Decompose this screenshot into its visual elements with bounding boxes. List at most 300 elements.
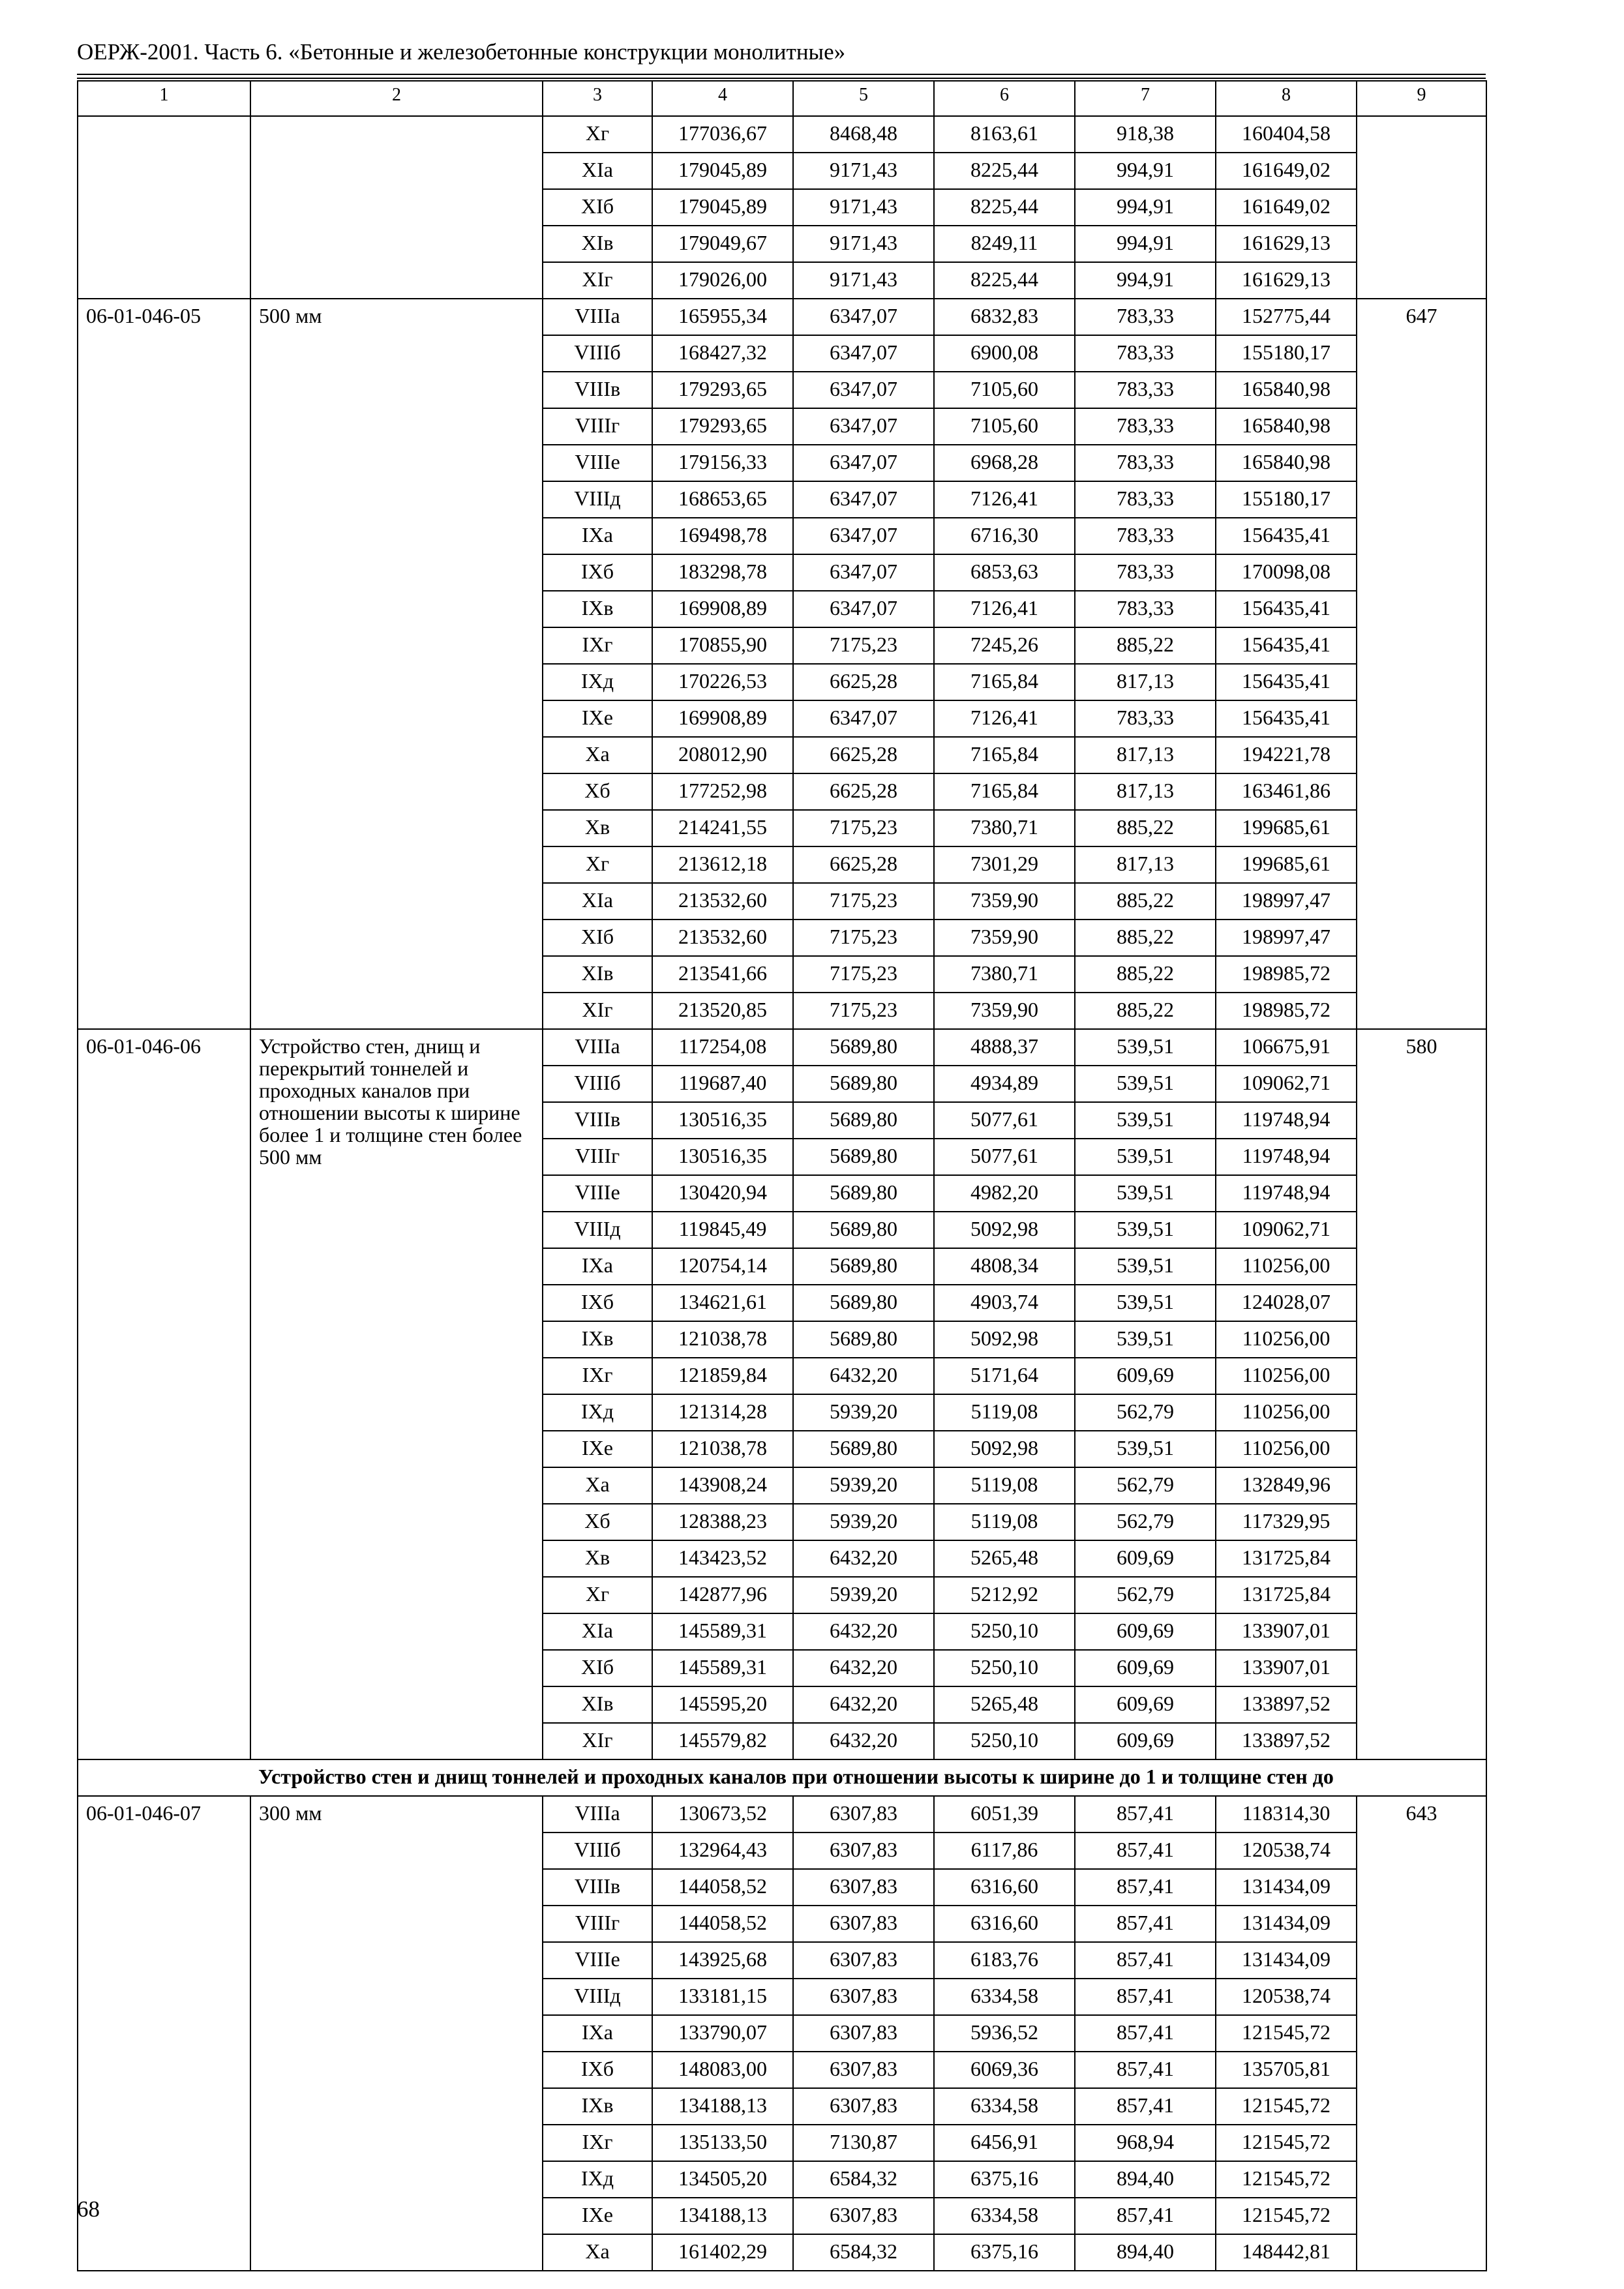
total-cost-cell: 130516,35 — [652, 1102, 793, 1139]
zone-code-cell: Xг — [543, 846, 652, 883]
total-cost-cell: 213532,60 — [652, 920, 793, 956]
wages-cell: 7175,23 — [793, 993, 934, 1029]
materials-cost-cell: 160404,58 — [1216, 116, 1357, 153]
wages-cell: 6307,83 — [793, 1796, 934, 1833]
materials-cost-cell: 121545,72 — [1216, 2198, 1357, 2234]
materials-cost-cell: 117329,95 — [1216, 1504, 1357, 1540]
wages-cell: 5689,80 — [793, 1139, 934, 1175]
materials-cost-cell: 198997,47 — [1216, 920, 1357, 956]
zone-code-cell: IXд — [543, 664, 652, 700]
materials-cost-cell: 155180,17 — [1216, 481, 1357, 518]
total-cost-cell: 170226,53 — [652, 664, 793, 700]
machine-cost-cell: 7301,29 — [934, 846, 1075, 883]
machine-cost-cell: 4934,89 — [934, 1066, 1075, 1102]
machinist-wages-cell: 857,41 — [1075, 1869, 1216, 1906]
machinist-wages-cell: 539,51 — [1075, 1321, 1216, 1358]
wages-cell: 6625,28 — [793, 737, 934, 773]
column-header: 9 — [1357, 81, 1486, 116]
machinist-wages-cell: 539,51 — [1075, 1066, 1216, 1102]
zone-code-cell: XIг — [543, 262, 652, 299]
total-cost-cell: 133181,15 — [652, 1979, 793, 2015]
wages-cell: 6347,07 — [793, 481, 934, 518]
wages-cell: 5689,80 — [793, 1248, 934, 1285]
materials-cost-cell: 131434,09 — [1216, 1906, 1357, 1942]
machinist-wages-cell: 994,91 — [1075, 153, 1216, 189]
machinist-wages-cell: 817,13 — [1075, 737, 1216, 773]
machine-cost-cell: 8249,11 — [934, 226, 1075, 262]
machine-cost-cell: 7105,60 — [934, 408, 1075, 445]
machine-cost-cell: 5119,08 — [934, 1467, 1075, 1504]
zone-code-cell: VIIIг — [543, 408, 652, 445]
wages-cell: 6584,32 — [793, 2161, 934, 2198]
zone-code-cell: XIв — [543, 956, 652, 993]
total-cost-cell: 133790,07 — [652, 2015, 793, 2052]
zone-code-cell: Xг — [543, 1577, 652, 1613]
total-cost-cell: 143423,52 — [652, 1540, 793, 1577]
machinist-wages-cell: 857,41 — [1075, 1833, 1216, 1869]
column-header: 5 — [793, 81, 934, 116]
item-name: 500 мм — [250, 299, 543, 1029]
item-name — [250, 116, 543, 299]
wages-cell: 6625,28 — [793, 846, 934, 883]
wages-cell: 6347,07 — [793, 445, 934, 481]
wages-cell: 6347,07 — [793, 299, 934, 335]
total-cost-cell: 119845,49 — [652, 1212, 793, 1248]
labor-cost-cell — [1357, 116, 1486, 299]
total-cost-cell: 143925,68 — [652, 1942, 793, 1979]
wages-cell: 9171,43 — [793, 226, 934, 262]
zone-code-cell: VIIIа — [543, 299, 652, 335]
wages-cell: 6307,83 — [793, 1906, 934, 1942]
total-cost-cell: 177252,98 — [652, 773, 793, 810]
materials-cost-cell: 155180,17 — [1216, 335, 1357, 372]
materials-cost-cell: 121545,72 — [1216, 2088, 1357, 2125]
machine-cost-cell: 6051,39 — [934, 1796, 1075, 1833]
zone-code-cell: IXд — [543, 1394, 652, 1431]
total-cost-cell: 144058,52 — [652, 1869, 793, 1906]
zone-code-cell: IXв — [543, 2088, 652, 2125]
item-code: 06-01-046-05 — [78, 299, 250, 1029]
total-cost-cell: 134505,20 — [652, 2161, 793, 2198]
machine-cost-cell: 4982,20 — [934, 1175, 1075, 1212]
materials-cost-cell: 131725,84 — [1216, 1577, 1357, 1613]
total-cost-cell: 145589,31 — [652, 1613, 793, 1650]
column-number-row — [78, 81, 1486, 116]
zone-code-cell: VIIIд — [543, 481, 652, 518]
materials-cost-cell: 133897,52 — [1216, 1686, 1357, 1723]
machinist-wages-cell: 894,40 — [1075, 2161, 1216, 2198]
wages-cell: 6432,20 — [793, 1358, 934, 1394]
machinist-wages-cell: 539,51 — [1075, 1285, 1216, 1321]
total-cost-cell: 130516,35 — [652, 1139, 793, 1175]
materials-cost-cell: 109062,71 — [1216, 1212, 1357, 1248]
zone-code-cell: Xв — [543, 810, 652, 846]
machinist-wages-cell: 857,41 — [1075, 2088, 1216, 2125]
materials-cost-cell: 118314,30 — [1216, 1796, 1357, 1833]
section-heading-row — [78, 1759, 1486, 1796]
machinist-wages-cell: 968,94 — [1075, 2125, 1216, 2161]
page-number: 68 — [77, 2196, 100, 2222]
machine-cost-cell: 8163,61 — [934, 116, 1075, 153]
total-cost-cell: 130420,94 — [652, 1175, 793, 1212]
machine-cost-cell: 5077,61 — [934, 1102, 1075, 1139]
machinist-wages-cell: 539,51 — [1075, 1212, 1216, 1248]
wages-cell: 5689,80 — [793, 1212, 934, 1248]
machine-cost-cell: 6853,63 — [934, 554, 1075, 591]
total-cost-cell: 165955,34 — [652, 299, 793, 335]
page-header: ОЕРЖ-2001. Часть 6. «Бетонные и железобетонные конструкции монолитные» — [77, 39, 846, 65]
item-code: 06-01-046-06 — [78, 1029, 250, 1759]
machinist-wages-cell: 609,69 — [1075, 1358, 1216, 1394]
zone-code-cell: VIIIе — [543, 1942, 652, 1979]
wages-cell: 6432,20 — [793, 1613, 934, 1650]
machinist-wages-cell: 885,22 — [1075, 627, 1216, 664]
zone-code-cell: XIв — [543, 1686, 652, 1723]
machinist-wages-cell: 539,51 — [1075, 1139, 1216, 1175]
header-rule-secondary — [77, 78, 1486, 79]
materials-cost-cell: 198985,72 — [1216, 956, 1357, 993]
materials-cost-cell: 106675,91 — [1216, 1029, 1357, 1066]
total-cost-cell: 148083,00 — [652, 2052, 793, 2088]
machinist-wages-cell: 885,22 — [1075, 883, 1216, 920]
total-cost-cell: 168653,65 — [652, 481, 793, 518]
total-cost-cell: 179049,67 — [652, 226, 793, 262]
machinist-wages-cell: 857,41 — [1075, 1796, 1216, 1833]
zone-code-cell: Xб — [543, 773, 652, 810]
materials-cost-cell: 148442,81 — [1216, 2234, 1357, 2271]
total-cost-cell: 142877,96 — [652, 1577, 793, 1613]
zone-code-cell: Xа — [543, 737, 652, 773]
zone-code-cell: VIIIа — [543, 1796, 652, 1833]
wages-cell: 5939,20 — [793, 1504, 934, 1540]
machinist-wages-cell: 885,22 — [1075, 810, 1216, 846]
wages-cell: 5689,80 — [793, 1102, 934, 1139]
total-cost-cell: 179045,89 — [652, 189, 793, 226]
zone-code-cell: VIIIв — [543, 372, 652, 408]
column-header: 2 — [250, 81, 543, 116]
wages-cell: 6584,32 — [793, 2234, 934, 2271]
total-cost-cell: 121859,84 — [652, 1358, 793, 1394]
machinist-wages-cell: 783,33 — [1075, 372, 1216, 408]
total-cost-cell: 179293,65 — [652, 408, 793, 445]
machine-cost-cell: 6316,60 — [934, 1869, 1075, 1906]
machinist-wages-cell: 609,69 — [1075, 1540, 1216, 1577]
materials-cost-cell: 133897,52 — [1216, 1723, 1357, 1759]
machinist-wages-cell: 857,41 — [1075, 2198, 1216, 2234]
price-table — [77, 80, 1487, 2271]
total-cost-cell: 208012,90 — [652, 737, 793, 773]
materials-cost-cell: 110256,00 — [1216, 1358, 1357, 1394]
machine-cost-cell: 7126,41 — [934, 481, 1075, 518]
machine-cost-cell: 6832,83 — [934, 299, 1075, 335]
wages-cell: 6347,07 — [793, 518, 934, 554]
machinist-wages-cell: 783,33 — [1075, 700, 1216, 737]
section-heading-spacer — [78, 1759, 250, 1796]
zone-code-cell: XIб — [543, 1650, 652, 1686]
machine-cost-cell: 5092,98 — [934, 1212, 1075, 1248]
total-cost-cell: 161402,29 — [652, 2234, 793, 2271]
wages-cell: 6307,83 — [793, 2052, 934, 2088]
zone-code-cell: XIг — [543, 1723, 652, 1759]
machinist-wages-cell: 783,33 — [1075, 481, 1216, 518]
materials-cost-cell: 156435,41 — [1216, 591, 1357, 627]
machine-cost-cell: 6968,28 — [934, 445, 1075, 481]
materials-cost-cell: 121545,72 — [1216, 2015, 1357, 2052]
zone-code-cell: IXб — [543, 1285, 652, 1321]
wages-cell: 7175,23 — [793, 810, 934, 846]
item-code — [78, 116, 250, 299]
wages-cell: 6347,07 — [793, 700, 934, 737]
zone-code-cell: XIб — [543, 920, 652, 956]
wages-cell: 6432,20 — [793, 1650, 934, 1686]
materials-cost-cell: 161629,13 — [1216, 226, 1357, 262]
item-name: 300 мм — [250, 1796, 543, 2271]
zone-code-cell: Xа — [543, 2234, 652, 2271]
total-cost-cell: 128388,23 — [652, 1504, 793, 1540]
wages-cell: 5689,80 — [793, 1066, 934, 1102]
wages-cell: 6307,83 — [793, 1942, 934, 1979]
machinist-wages-cell: 609,69 — [1075, 1613, 1216, 1650]
machine-cost-cell: 5250,10 — [934, 1650, 1075, 1686]
table-body — [78, 116, 1486, 2271]
zone-code-cell: VIIIб — [543, 1066, 652, 1102]
materials-cost-cell: 199685,61 — [1216, 810, 1357, 846]
item-name: Устройство стен, днищ и перекрытий тоннелей и проходных каналов при отношении высоты к ширине более 1 и толщине стен более 500 мм — [250, 1029, 543, 1759]
materials-cost-cell: 198997,47 — [1216, 883, 1357, 920]
machine-cost-cell: 5092,98 — [934, 1431, 1075, 1467]
materials-cost-cell: 133907,01 — [1216, 1613, 1357, 1650]
materials-cost-cell: 152775,44 — [1216, 299, 1357, 335]
machine-cost-cell: 4903,74 — [934, 1285, 1075, 1321]
zone-code-cell: XIб — [543, 189, 652, 226]
total-cost-cell: 134188,13 — [652, 2088, 793, 2125]
machinist-wages-cell: 857,41 — [1075, 2015, 1216, 2052]
machine-cost-cell: 7165,84 — [934, 664, 1075, 700]
machine-cost-cell: 6334,58 — [934, 2198, 1075, 2234]
zone-code-cell: IXа — [543, 2015, 652, 2052]
zone-code-cell: VIIIг — [543, 1139, 652, 1175]
machine-cost-cell: 7165,84 — [934, 737, 1075, 773]
materials-cost-cell: 120538,74 — [1216, 1833, 1357, 1869]
labor-cost-cell: 580 — [1357, 1029, 1486, 1759]
column-header: 6 — [934, 81, 1075, 116]
materials-cost-cell: 119748,94 — [1216, 1139, 1357, 1175]
machine-cost-cell: 5171,64 — [934, 1358, 1075, 1394]
zone-code-cell: IXе — [543, 2198, 652, 2234]
wages-cell: 5689,80 — [793, 1175, 934, 1212]
machinist-wages-cell: 783,33 — [1075, 299, 1216, 335]
materials-cost-cell: 163461,86 — [1216, 773, 1357, 810]
machine-cost-cell: 4808,34 — [934, 1248, 1075, 1285]
wages-cell: 6307,83 — [793, 2015, 934, 2052]
wages-cell: 8468,48 — [793, 116, 934, 153]
total-cost-cell: 179293,65 — [652, 372, 793, 408]
zone-code-cell: VIIIе — [543, 1175, 652, 1212]
wages-cell: 6625,28 — [793, 773, 934, 810]
total-cost-cell: 117254,08 — [652, 1029, 793, 1066]
wages-cell: 7175,23 — [793, 956, 934, 993]
materials-cost-cell: 198985,72 — [1216, 993, 1357, 1029]
zone-code-cell: VIIIв — [543, 1102, 652, 1139]
zone-code-cell: VIIIе — [543, 445, 652, 481]
wages-cell: 5689,80 — [793, 1321, 934, 1358]
machine-cost-cell: 6375,16 — [934, 2161, 1075, 2198]
machinist-wages-cell: 609,69 — [1075, 1723, 1216, 1759]
total-cost-cell: 213532,60 — [652, 883, 793, 920]
machine-cost-cell: 6183,76 — [934, 1942, 1075, 1979]
wages-cell: 6347,07 — [793, 335, 934, 372]
table-row — [78, 1029, 1486, 1066]
total-cost-cell: 183298,78 — [652, 554, 793, 591]
machinist-wages-cell: 885,22 — [1075, 956, 1216, 993]
total-cost-cell: 179045,89 — [652, 153, 793, 189]
total-cost-cell: 168427,32 — [652, 335, 793, 372]
total-cost-cell: 135133,50 — [652, 2125, 793, 2161]
machine-cost-cell: 6334,58 — [934, 2088, 1075, 2125]
total-cost-cell: 145579,82 — [652, 1723, 793, 1759]
machinist-wages-cell: 562,79 — [1075, 1504, 1216, 1540]
total-cost-cell: 121038,78 — [652, 1431, 793, 1467]
machine-cost-cell: 5250,10 — [934, 1723, 1075, 1759]
machine-cost-cell: 5265,48 — [934, 1540, 1075, 1577]
column-header: 1 — [78, 81, 250, 116]
materials-cost-cell: 156435,41 — [1216, 700, 1357, 737]
machine-cost-cell: 6375,16 — [934, 2234, 1075, 2271]
zone-code-cell: VIIIг — [543, 1906, 652, 1942]
zone-code-cell: Xв — [543, 1540, 652, 1577]
wages-cell: 5689,80 — [793, 1285, 934, 1321]
machinist-wages-cell: 562,79 — [1075, 1467, 1216, 1504]
machine-cost-cell: 7126,41 — [934, 700, 1075, 737]
materials-cost-cell: 199685,61 — [1216, 846, 1357, 883]
section-heading: Устройство стен и днищ тоннелей и проходных каналов при отношении высоты к ширине до 1 и толщине стен до — [250, 1759, 1486, 1796]
wages-cell: 6307,83 — [793, 2198, 934, 2234]
wages-cell: 6307,83 — [793, 1833, 934, 1869]
column-header: 7 — [1075, 81, 1216, 116]
price-table-container — [77, 80, 1486, 2271]
materials-cost-cell: 110256,00 — [1216, 1394, 1357, 1431]
zone-code-cell: XIа — [543, 1613, 652, 1650]
labor-cost-cell: 647 — [1357, 299, 1486, 1029]
zone-code-cell: Xб — [543, 1504, 652, 1540]
wages-cell: 5939,20 — [793, 1467, 934, 1504]
wages-cell: 9171,43 — [793, 189, 934, 226]
materials-cost-cell: 121545,72 — [1216, 2125, 1357, 2161]
machinist-wages-cell: 783,33 — [1075, 335, 1216, 372]
header-rule — [77, 74, 1486, 75]
total-cost-cell: 120754,14 — [652, 1248, 793, 1285]
zone-code-cell: VIIIд — [543, 1979, 652, 2015]
zone-code-cell: IXг — [543, 1358, 652, 1394]
machinist-wages-cell: 918,38 — [1075, 116, 1216, 153]
zone-code-cell: IXа — [543, 518, 652, 554]
machine-cost-cell: 5936,52 — [934, 2015, 1075, 2052]
wages-cell: 9171,43 — [793, 262, 934, 299]
zone-code-cell: IXв — [543, 591, 652, 627]
machine-cost-cell: 8225,44 — [934, 153, 1075, 189]
wages-cell: 7130,87 — [793, 2125, 934, 2161]
total-cost-cell: 145595,20 — [652, 1686, 793, 1723]
materials-cost-cell: 119748,94 — [1216, 1175, 1357, 1212]
machinist-wages-cell: 783,33 — [1075, 408, 1216, 445]
materials-cost-cell: 110256,00 — [1216, 1431, 1357, 1467]
wages-cell: 6307,83 — [793, 1869, 934, 1906]
total-cost-cell: 132964,43 — [652, 1833, 793, 1869]
wages-cell: 6347,07 — [793, 554, 934, 591]
zone-code-cell: VIIIб — [543, 335, 652, 372]
wages-cell: 7175,23 — [793, 883, 934, 920]
materials-cost-cell: 170098,08 — [1216, 554, 1357, 591]
machinist-wages-cell: 783,33 — [1075, 518, 1216, 554]
machinist-wages-cell: 885,22 — [1075, 993, 1216, 1029]
materials-cost-cell: 165840,98 — [1216, 445, 1357, 481]
total-cost-cell: 213612,18 — [652, 846, 793, 883]
total-cost-cell: 169498,78 — [652, 518, 793, 554]
total-cost-cell: 119687,40 — [652, 1066, 793, 1102]
wages-cell: 9171,43 — [793, 153, 934, 189]
machinist-wages-cell: 817,13 — [1075, 773, 1216, 810]
machine-cost-cell: 7165,84 — [934, 773, 1075, 810]
machinist-wages-cell: 562,79 — [1075, 1394, 1216, 1431]
machinist-wages-cell: 609,69 — [1075, 1686, 1216, 1723]
materials-cost-cell: 194221,78 — [1216, 737, 1357, 773]
wages-cell: 6347,07 — [793, 408, 934, 445]
machinist-wages-cell: 894,40 — [1075, 2234, 1216, 2271]
materials-cost-cell: 161629,13 — [1216, 262, 1357, 299]
total-cost-cell: 169908,89 — [652, 700, 793, 737]
materials-cost-cell: 131725,84 — [1216, 1540, 1357, 1577]
wages-cell: 5689,80 — [793, 1431, 934, 1467]
zone-code-cell: IXг — [543, 2125, 652, 2161]
wages-cell: 7175,23 — [793, 627, 934, 664]
machinist-wages-cell: 539,51 — [1075, 1175, 1216, 1212]
total-cost-cell: 214241,55 — [652, 810, 793, 846]
zone-code-cell: IXе — [543, 1431, 652, 1467]
materials-cost-cell: 131434,09 — [1216, 1869, 1357, 1906]
materials-cost-cell: 133907,01 — [1216, 1650, 1357, 1686]
materials-cost-cell: 156435,41 — [1216, 518, 1357, 554]
materials-cost-cell: 161649,02 — [1216, 153, 1357, 189]
zone-code-cell: IXа — [543, 1248, 652, 1285]
wages-cell: 6432,20 — [793, 1723, 934, 1759]
materials-cost-cell: 156435,41 — [1216, 627, 1357, 664]
wages-cell: 6432,20 — [793, 1540, 934, 1577]
wages-cell: 6307,83 — [793, 2088, 934, 2125]
materials-cost-cell: 120538,74 — [1216, 1979, 1357, 2015]
machine-cost-cell: 7245,26 — [934, 627, 1075, 664]
materials-cost-cell: 132849,96 — [1216, 1467, 1357, 1504]
column-header: 4 — [652, 81, 793, 116]
wages-cell: 5939,20 — [793, 1394, 934, 1431]
machinist-wages-cell: 857,41 — [1075, 1942, 1216, 1979]
materials-cost-cell: 135705,81 — [1216, 2052, 1357, 2088]
zone-code-cell: Xг — [543, 116, 652, 153]
zone-code-cell: IXб — [543, 554, 652, 591]
wages-cell: 6347,07 — [793, 591, 934, 627]
materials-cost-cell: 165840,98 — [1216, 372, 1357, 408]
total-cost-cell: 143908,24 — [652, 1467, 793, 1504]
materials-cost-cell: 109062,71 — [1216, 1066, 1357, 1102]
machine-cost-cell: 7359,90 — [934, 883, 1075, 920]
machinist-wages-cell: 539,51 — [1075, 1248, 1216, 1285]
machinist-wages-cell: 783,33 — [1075, 445, 1216, 481]
machinist-wages-cell: 994,91 — [1075, 226, 1216, 262]
machine-cost-cell: 6456,91 — [934, 2125, 1075, 2161]
materials-cost-cell: 110256,00 — [1216, 1248, 1357, 1285]
total-cost-cell: 213541,66 — [652, 956, 793, 993]
machinist-wages-cell: 994,91 — [1075, 189, 1216, 226]
machine-cost-cell: 5250,10 — [934, 1613, 1075, 1650]
